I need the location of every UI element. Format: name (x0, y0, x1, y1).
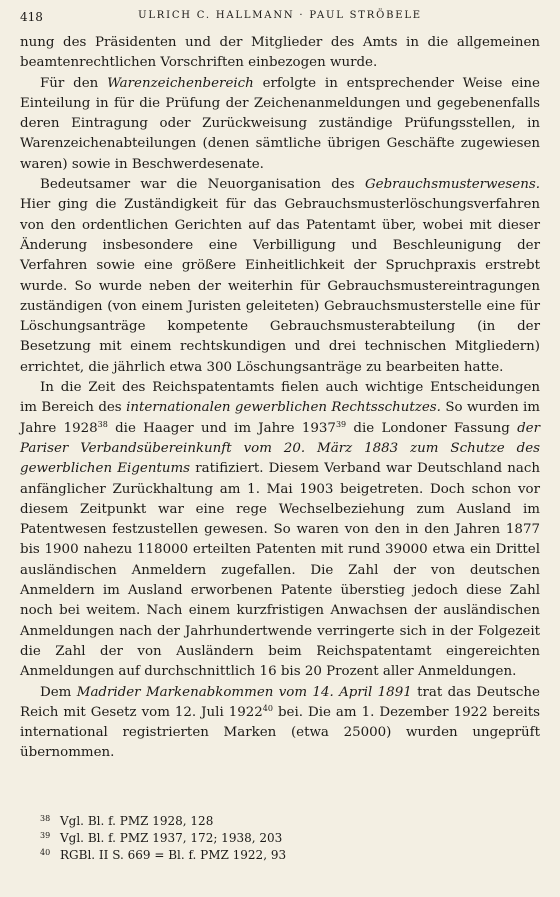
paragraph (20, 175, 540, 378)
text-run: Bedeutsamer war die Neuorganisation des (40, 177, 365, 193)
italic-term: Warenzeichenbereich (107, 75, 254, 91)
footnote-text: Vgl. Bl. f. PMZ 1937, 172; 1938, 203 (60, 831, 283, 845)
text-run: bei. Die am 1. Dezember 1922 bereits international registrierten Marken (etwa 25000) wurden ungeprüft übernommen. (20, 704, 540, 761)
text-run: die Londoner Fassung (346, 420, 518, 436)
footnote-number: 39 (40, 831, 51, 840)
paragraph (20, 33, 540, 74)
footnote-number: 40 (40, 848, 51, 857)
footnote-text: RGBl. II S. 669 = Bl. f. PMZ 1922, 93 (60, 848, 287, 862)
text-run: In die Zeit des Reichspatentamts fielen auch wichtige Entscheidungen im Bereich des (20, 380, 540, 416)
italic-term: internationalen gewerblichen Rechtsschutzes. (126, 400, 441, 416)
footnote (40, 830, 540, 847)
text-run: Dem (40, 684, 77, 700)
body-text (20, 33, 540, 764)
text-run: trat das Deutsche Reich mit Gesetz vom 12. Juli 1922 (20, 684, 540, 720)
italic-term: Madrider Markenabkommen vom 14. April 1891 (76, 684, 412, 700)
footnote-reference: 40 (262, 703, 273, 713)
footnotes (40, 813, 540, 864)
text-run: Für den (40, 75, 108, 91)
footnote-number: 38 (40, 814, 51, 823)
footnote-reference: 39 (335, 419, 347, 429)
text-run: Hier ging die Zuständigkeit für das Gebrauchsmusterlöschungsverfahren von den ordentlichen Gerichten auf das Patentamt über, wobei mit dieser Änderung insbesondere eine Verbilligung und Beschleunigung der Verfahren sowie eine größere Einheitlichkeit der Spruchpraxis erstrebt wurde. So wurde neben der weiterhin für Gebrauchsmustereintragungen zuständigen (von einem Juristen geleiteten) Gebrauchsmusterstelle eine für Löschungsanträge kompetente Gebrauchsmusterabteilung (in der Besetzung mit einem rechtskundigen und drei technischen Mitgliedern) errichtet, die jährlich etwa 300 Löschungsanträge zu bearbeiten hatte. (20, 197, 540, 375)
footnote-reference: 38 (97, 419, 108, 429)
text-run: nung des Präsidenten und der Mitglieder des Amts in die allgemeinen beamtenrechtlichen Vorschriften einbezogen wurde. (20, 35, 540, 71)
paragraph (20, 378, 540, 682)
italic-term: der Pariser Verbandsübereinkunft vom 20. März 1883 zum Schutze des gewerblichen Eigentums (20, 420, 540, 477)
paragraph (20, 683, 540, 764)
italic-term: Gebrauchsmusterwesens. (364, 177, 540, 193)
footnote (40, 813, 540, 830)
text-run: ratifiziert. Diesem Verband war Deutschland nach anfänglicher Zurückhaltung am 1. Mai 1903 beigetreten. Doch schon vor diesem Zeitpunkt war eine rege Wechselbeziehung zum Ausland im Patentwesen festzustellen gewesen. So waren von den in den Jahren 1877 bis 1900 nahezu 118000 erteilten Patenten mit rund 39000 etwa ein Drittel ausländischen Anmeldern zugefallen. Die Zahl der von deutschen Anmeldern im Ausland erworbenen Patente überstieg jedoch diese Zahl noch bei weitem. Nach einem kurzfristigen Anwachsen der ausländischen Anmeldungen nach der Jahrhundertwende verringerte sich in der Folgezeit die Zahl der von Ausländern beim Reichspatentamt eingereichten Anmeldungen auf durchschnittlich 16 bis 20 Prozent aller Anmeldungen. (20, 461, 540, 680)
text-run: So wurden im Jahre 1928 (20, 400, 541, 436)
footnote (40, 847, 540, 864)
page-number: 418 (20, 10, 43, 24)
text-run: die Haager und im Jahre 1937 (107, 420, 336, 436)
page-header (20, 10, 540, 30)
text-run: erfolgte in entsprechender Weise eine Einteilung in für die Prüfung der Zeichenanmeldungen und gegebenenfalls deren Eintragung oder Zurückweisung zuständige Prüfungsstellen, in Warenzeichenabteilungen (denen sämtliche übrigen Geschäfte zugewiesen waren) sowie in Beschwerdesenate. (20, 75, 540, 172)
footnote-text: Vgl. Bl. f. PMZ 1928, 128 (60, 814, 214, 828)
paragraph (20, 74, 540, 175)
running-title: ULRICH C. HALLMANN · PAUL STRÖBELE (138, 10, 422, 21)
